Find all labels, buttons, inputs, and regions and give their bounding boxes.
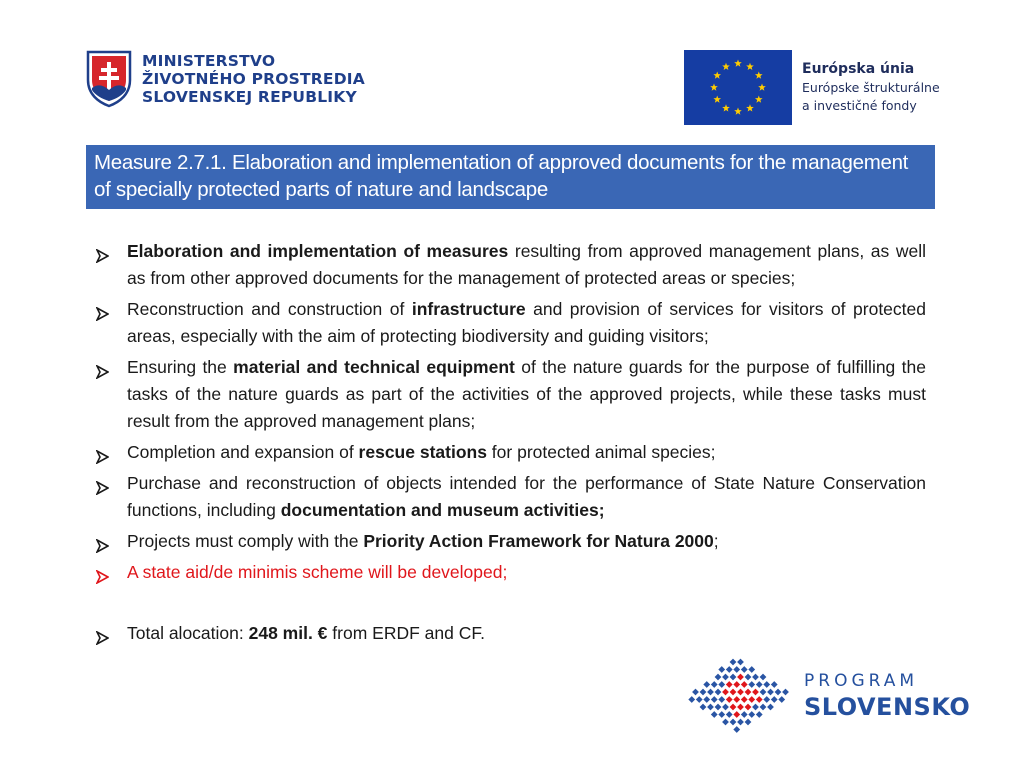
program-mark-tile	[748, 681, 755, 688]
ministry-logo	[86, 50, 365, 108]
program-mark-tile	[752, 689, 759, 696]
program-mark-tile	[767, 704, 774, 711]
program-mark-tile	[763, 696, 770, 703]
program-mark-tile	[763, 681, 770, 688]
program-mark-tile	[726, 711, 733, 718]
eu-subtitle-1: Európske štrukturálne	[802, 80, 940, 95]
eu-star-icon	[734, 108, 742, 115]
program-mark-tile	[745, 719, 752, 726]
bullet-text: Purchase and reconstruction of objects intended for the performance of State Nature Conservation functions, including	[127, 473, 926, 520]
bullet-text: Projects must comply with the	[127, 531, 364, 551]
bullet-text: for protected animal species;	[486, 442, 716, 462]
program-mark-icon	[684, 658, 792, 734]
program-mark-tile	[775, 689, 782, 696]
eu-star-icon	[713, 72, 721, 79]
list-item	[96, 296, 926, 350]
program-mark-tile	[778, 696, 785, 703]
program-mark-tile	[745, 689, 752, 696]
program-mark-tile	[711, 711, 718, 718]
program-mark-tile	[703, 681, 710, 688]
arrow-bullet-icon	[96, 360, 109, 387]
bullet-bold: material and technical equipment	[233, 357, 515, 377]
program-mark-tile	[696, 696, 703, 703]
program-mark-tile	[771, 681, 778, 688]
program-mark-tile	[752, 674, 759, 681]
bullet-text: resulting from approved management plans, as well as from other approved documents for the management of protected areas or species;	[127, 241, 926, 288]
program-mark-tile	[707, 704, 714, 711]
program-mark-tile	[737, 704, 744, 711]
program-mark-tile	[715, 689, 722, 696]
program-mark-tile	[760, 674, 767, 681]
eu-star-icon	[734, 60, 742, 67]
program-mark-tile	[737, 689, 744, 696]
program-mark-tile	[722, 689, 729, 696]
arrow-bullet-icon	[96, 534, 109, 561]
eu-star-icon	[710, 84, 718, 91]
page-title: Measure 2.7.1. Elaboration and implementation of approved documents for the management of specially protected parts of nature and landscape	[86, 145, 935, 209]
program-mark-tile	[760, 704, 767, 711]
program-mark-tile	[737, 674, 744, 681]
eu-star-icon	[755, 96, 763, 103]
bullet-text: Reconstruction and construction of	[127, 299, 412, 319]
bullet-bold: 248 mil. €	[248, 623, 328, 643]
program-mark-tile	[771, 696, 778, 703]
program-mark-tile	[715, 674, 722, 681]
ministry-line-3: SLOVENSKEJ REPUBLIKY	[142, 88, 357, 106]
bullet-text: Total alocation:	[127, 623, 249, 643]
program-mark-tile	[718, 666, 725, 673]
program-mark-tile	[726, 681, 733, 688]
arrow-bullet-icon	[96, 565, 109, 592]
arrow-bullet-icon	[96, 302, 109, 329]
program-mark-tile	[718, 681, 725, 688]
bullet-bold: rescue stations	[358, 442, 487, 462]
program-mark-tile	[700, 704, 707, 711]
program-mark-tile	[733, 726, 740, 733]
slovak-coat-of-arms-icon	[86, 50, 132, 108]
program-mark-tile	[748, 696, 755, 703]
program-mark-tile	[756, 711, 763, 718]
list-item	[96, 620, 926, 647]
program-mark-tile	[703, 696, 710, 703]
program-mark-tile	[715, 704, 722, 711]
list-item	[96, 238, 926, 292]
program-mark-tile	[741, 711, 748, 718]
eu-logo	[684, 50, 940, 125]
arrow-bullet-icon	[96, 476, 109, 503]
eu-star-icon	[722, 104, 730, 111]
ministry-line-2: ŽIVOTNÉHO PROSTREDIA	[142, 70, 365, 88]
bullet-text: from ERDF and CF.	[327, 623, 485, 643]
eu-star-icon	[746, 104, 754, 111]
program-line-2: SLOVENSKO	[804, 693, 971, 721]
program-mark-tile	[756, 696, 763, 703]
program-mark-tile	[733, 696, 740, 703]
eu-star-icon	[746, 63, 754, 70]
eu-title: Európska únia	[802, 61, 915, 77]
program-mark-tile	[737, 719, 744, 726]
program-mark-tile	[745, 704, 752, 711]
eu-subtitle-2: a investičné fondy	[802, 98, 917, 113]
program-mark-tile	[756, 681, 763, 688]
program-mark-tile	[733, 711, 740, 718]
eu-star-icon	[713, 96, 721, 103]
program-mark-tile	[767, 689, 774, 696]
program-slovensko-logo	[684, 658, 970, 734]
list-item	[96, 470, 926, 524]
program-mark-tile	[718, 696, 725, 703]
program-mark-tile	[730, 719, 737, 726]
program-mark-tile	[741, 666, 748, 673]
program-mark-tile	[760, 689, 767, 696]
program-mark-tile	[726, 696, 733, 703]
program-mark-tile	[733, 666, 740, 673]
eu-flag-icon	[684, 50, 792, 125]
ministry-line-1: MINISTERSTVO	[142, 52, 276, 70]
eu-star-icon	[758, 84, 766, 91]
program-mark-tile	[718, 711, 725, 718]
program-mark-tile	[711, 681, 718, 688]
list-item	[96, 354, 926, 435]
bullet-bold: infrastructure	[411, 299, 526, 319]
list-item	[96, 559, 926, 586]
arrow-bullet-icon	[96, 244, 109, 271]
bullet-text: A state aid/de minimis scheme will be developed;	[127, 562, 508, 582]
arrow-bullet-icon	[96, 445, 109, 472]
eu-star-icon	[722, 63, 730, 70]
list-item	[96, 528, 926, 555]
program-mark-tile	[748, 711, 755, 718]
program-mark-tile	[741, 696, 748, 703]
bullet-list	[96, 238, 926, 651]
program-mark-tile	[722, 674, 729, 681]
arrow-bullet-icon	[96, 626, 109, 653]
program-mark-tile	[737, 659, 744, 666]
eu-star-icon	[755, 72, 763, 79]
program-mark-tile	[745, 674, 752, 681]
program-mark-tile	[688, 696, 695, 703]
bullet-text: and provision of services for visitors of protected areas, especially with the aim of protecting biodiversity and guiding visitors;	[127, 299, 926, 346]
list-item	[96, 439, 926, 466]
bullet-bold: documentation and museum activities;	[280, 500, 605, 520]
program-mark-tile	[726, 666, 733, 673]
bullet-text: of the nature guards for the purpose of fulfilling the tasks of the nature guards as part of the activities of the approved projects, while these tasks must result from the approved management plans;	[127, 357, 926, 431]
program-mark-tile	[692, 689, 699, 696]
program-mark-tile	[711, 696, 718, 703]
program-mark-tile	[782, 689, 789, 696]
program-mark-tile	[722, 719, 729, 726]
bullet-text: Ensuring the	[127, 357, 234, 377]
bullet-text: ;	[713, 531, 719, 551]
program-mark-tile	[730, 689, 737, 696]
program-line-1: PROGRAM	[804, 671, 919, 691]
program-mark-tile	[730, 659, 737, 666]
bullet-bold: Elaboration and implementation of measures	[127, 241, 509, 261]
bullet-bold: Priority Action Framework for Natura 2000	[363, 531, 714, 551]
program-mark-tile	[730, 704, 737, 711]
bullet-text: Completion and expansion of	[127, 442, 359, 462]
program-mark-tile	[748, 666, 755, 673]
program-mark-tile	[752, 704, 759, 711]
program-mark-tile	[700, 689, 707, 696]
program-mark-tile	[730, 674, 737, 681]
program-mark-tile	[707, 689, 714, 696]
program-mark-tile	[733, 681, 740, 688]
program-mark-tile	[741, 681, 748, 688]
program-mark-tile	[722, 704, 729, 711]
